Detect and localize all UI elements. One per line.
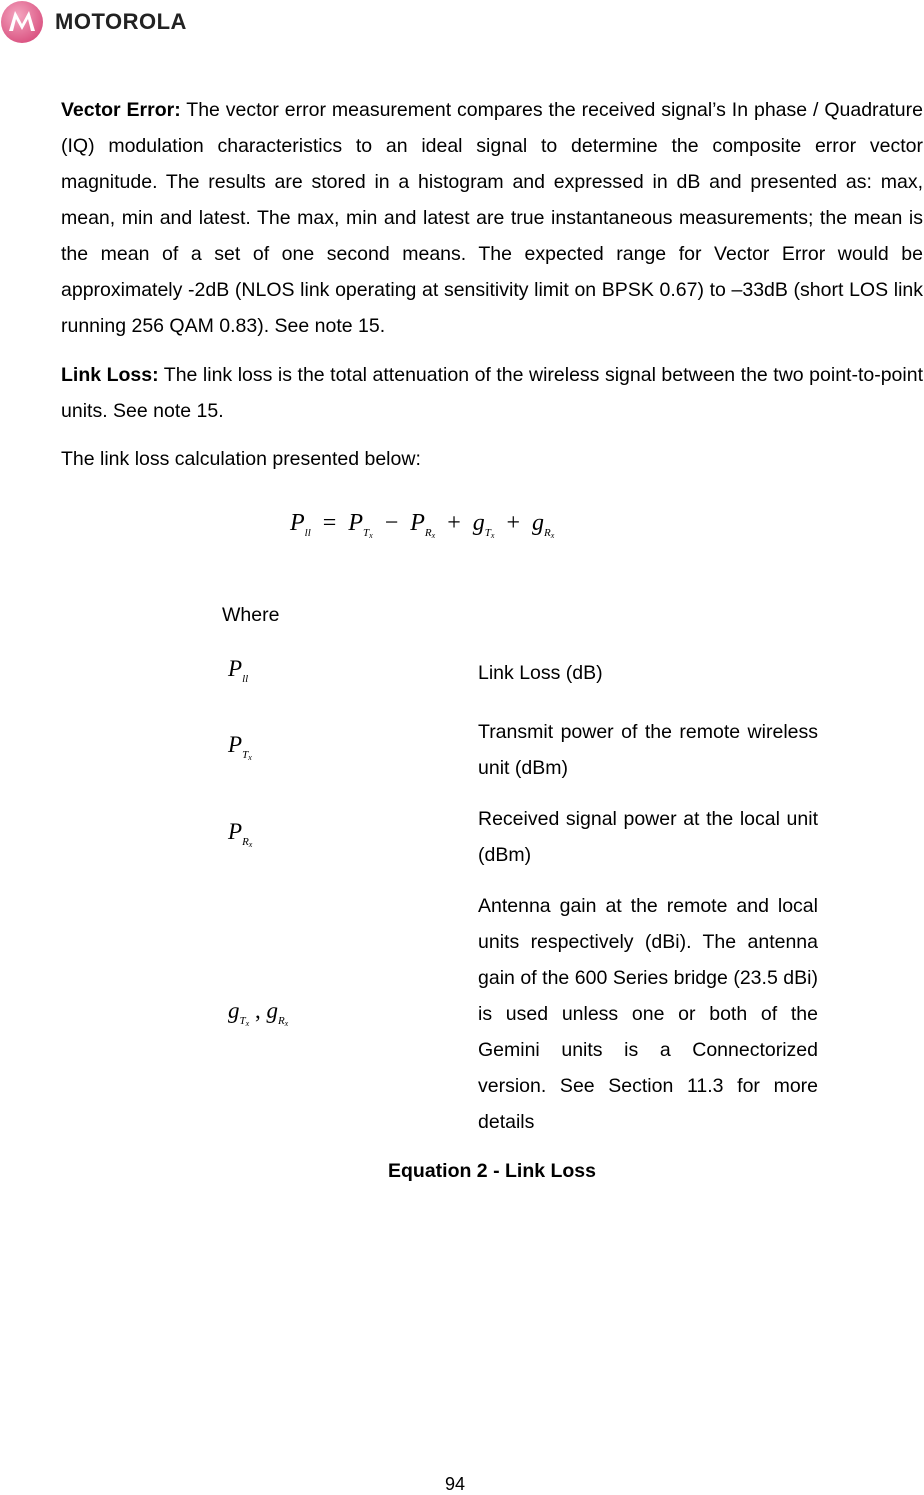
symbol-p-tx: $P_{T_x}$ (228, 732, 252, 762)
vector-error-text: The vector error measurement compares the received signal’s In phase / Quadrature (IQ) modulation characteristics to an ideal signal to determine the composite error vector magnitude. The results are stored in a histogram and expressed in dB and presented as: max, mean, min and latest. The max, min and latest are true instantaneous measurements; the mean is the mean of a set of one second means. The expected range for Vector Error would be approximately -2dB (NLOS link operating at sensitivity limit on BPSK 0.67) to –33dB (short LOS link running 256 QAM 0.83). See note 15. (61, 99, 923, 337)
desc-received-power: Received signal power at the local unit (dBm) (478, 808, 818, 866)
logo-wordmark: MOTOROLA (55, 9, 187, 34)
symbol-p-rx: $P_{R_x}$ (228, 819, 253, 849)
motorola-logo-graphic (0, 0, 256, 60)
link-loss-text: The link loss is the total attenuation of the wireless signal between the two point-to-point units. See note 15. (61, 364, 923, 422)
vector-error-label: Vector Error: (61, 99, 181, 121)
desc-transmit-power: Transmit power of the remote wireless unit (dBm) (478, 721, 818, 779)
link-loss-paragraph (61, 357, 923, 429)
symbol-g-tx-g-rx: $g_{T_x}$ , $g_{R_x}$ (228, 998, 289, 1028)
desc-antenna-gain: Antenna gain at the remote and local units respectively (dBi). The antenna gain of the 600 Series bridge (23.5 dBi) is used unless one or both of the Gemini units is a Connectorized version. See Section 11.3 for more details (478, 895, 818, 1133)
link-loss-equation: $P_{ll} = P_{T_x} - P_{R_x} + g_{T_x} + g_{R_x}$ (290, 510, 555, 540)
where-label: Where (222, 604, 280, 626)
symbol-p-ll: $P_{ll}$ (228, 656, 249, 685)
motorola-logo (0, 0, 256, 60)
equation-caption: Equation 2 - Link Loss (387, 1160, 597, 1182)
desc-link-loss: Link Loss (dB) (478, 662, 603, 684)
vector-error-paragraph (61, 92, 923, 344)
calc-intro: The link loss calculation presented below: (61, 448, 421, 470)
page-number: 94 (444, 1474, 466, 1494)
link-loss-label: Link Loss: (61, 364, 159, 386)
logo-circle (1, 1, 43, 43)
